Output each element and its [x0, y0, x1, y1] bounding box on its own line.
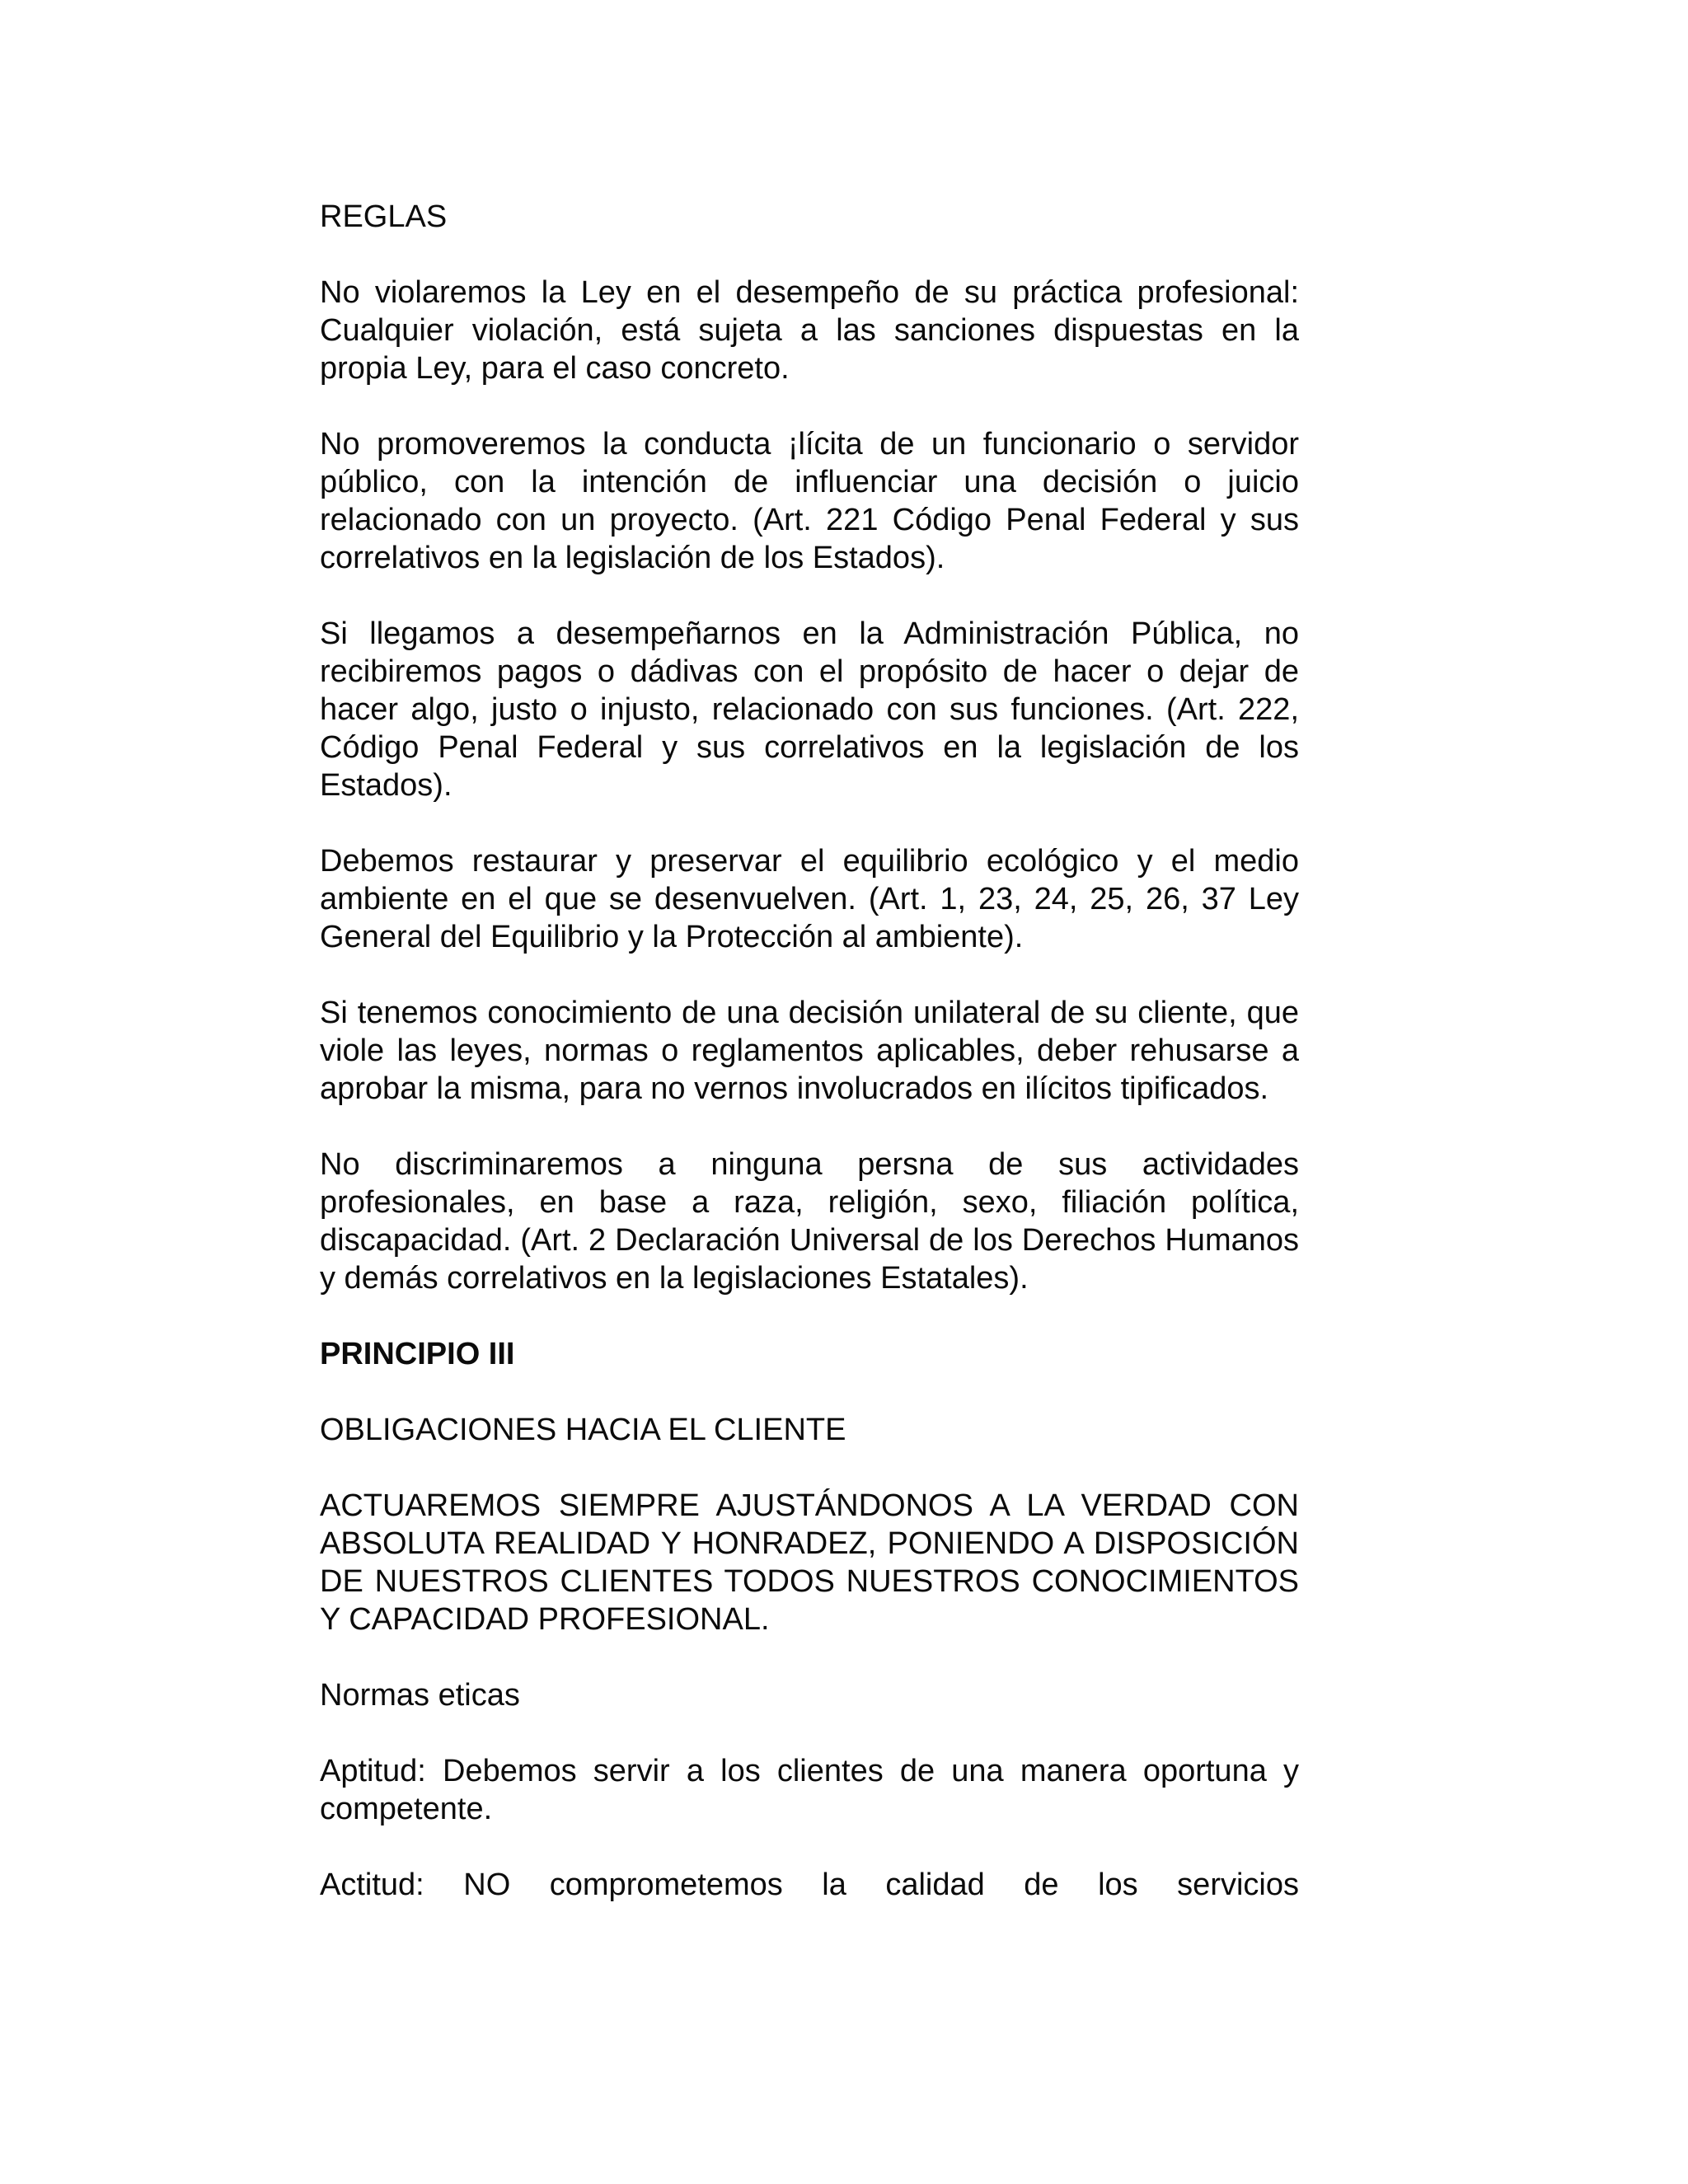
paragraph-rule-conducta-ilicita: No promoveremos la conducta ¡lícita de un funcionario o servidor público, con la intención de influenciar una decisión o juicio relacionado con un proyecto. (Art. 221 Código Penal Federal y sus correlativos en la legislación de los Estados).: [320, 427, 1299, 575]
paragraph-rule-decision-unilateral: Si tenemos conocimiento de una decisión unilateral de su cliente, que viole las leyes, normas o reglamentos aplicables, deber rehusarse a aprobar la misma, para no vernos involucrados en ilícitos tipificados.: [320, 996, 1299, 1106]
section-heading-obligaciones: OBLIGACIONES HACIA EL CLIENTE: [320, 1413, 846, 1447]
paragraph-actitud: Actitud: NO comprometemos la calidad de los servicios: [320, 1868, 1299, 1902]
paragraph-rule-ley: No violaremos la Ley en el desempeño de su práctica profesional: Cualquier violación, está sujeta a las sanciones dispuestas en la propia Ley, para el caso concreto.: [320, 275, 1299, 386]
section-heading-reglas: REGLAS: [320, 199, 448, 234]
paragraph-rule-equilibrio-ecologico: Debemos restaurar y preservar el equilibrio ecológico y el medio ambiente en el que se desenvuelven. (Art. 1, 23, 24, 25, 26, 37 Ley General del Equilibrio y la Protección al ambiente).: [320, 844, 1299, 954]
section-heading-normas-eticas: Normas eticas: [320, 1678, 520, 1713]
paragraph-aptitud: Aptitud: Debemos servir a los clientes de una manera oportuna y competente.: [320, 1754, 1299, 1826]
section-heading-principio-iii: PRINCIPIO III: [320, 1337, 515, 1371]
paragraph-rule-no-discriminacion: No discriminaremos a ninguna persna de sus actividades profesionales, en base a raza, religión, sexo, filiación política, discapacidad. (Art. 2 Declaración Universal de los Derechos Humanos y demás correlativos en la legislaciones Estatales).: [320, 1147, 1299, 1296]
paragraph-principle-statement: ACTUAREMOS SIEMPRE AJUSTÁNDONOS A LA VERDAD CON ABSOLUTA REALIDAD Y HONRADEZ, PONIENDO A DISPOSICIÓN DE NUESTROS CLIENTES TODOS NUESTROS CONOCIMIENTOS Y CAPACIDAD PROFESIONAL.: [320, 1488, 1299, 1637]
document-body: [320, 198, 1299, 1904]
paragraph-rule-administracion-publica: Si llegamos a desempeñarnos en la Administración Pública, no recibiremos pagos o dádivas con el propósito de hacer o dejar de hacer algo, justo o injusto, relacionado con sus funciones. (Art. 222, Código Penal Federal y sus correlativos en la legislación de los Estados).: [320, 616, 1299, 803]
